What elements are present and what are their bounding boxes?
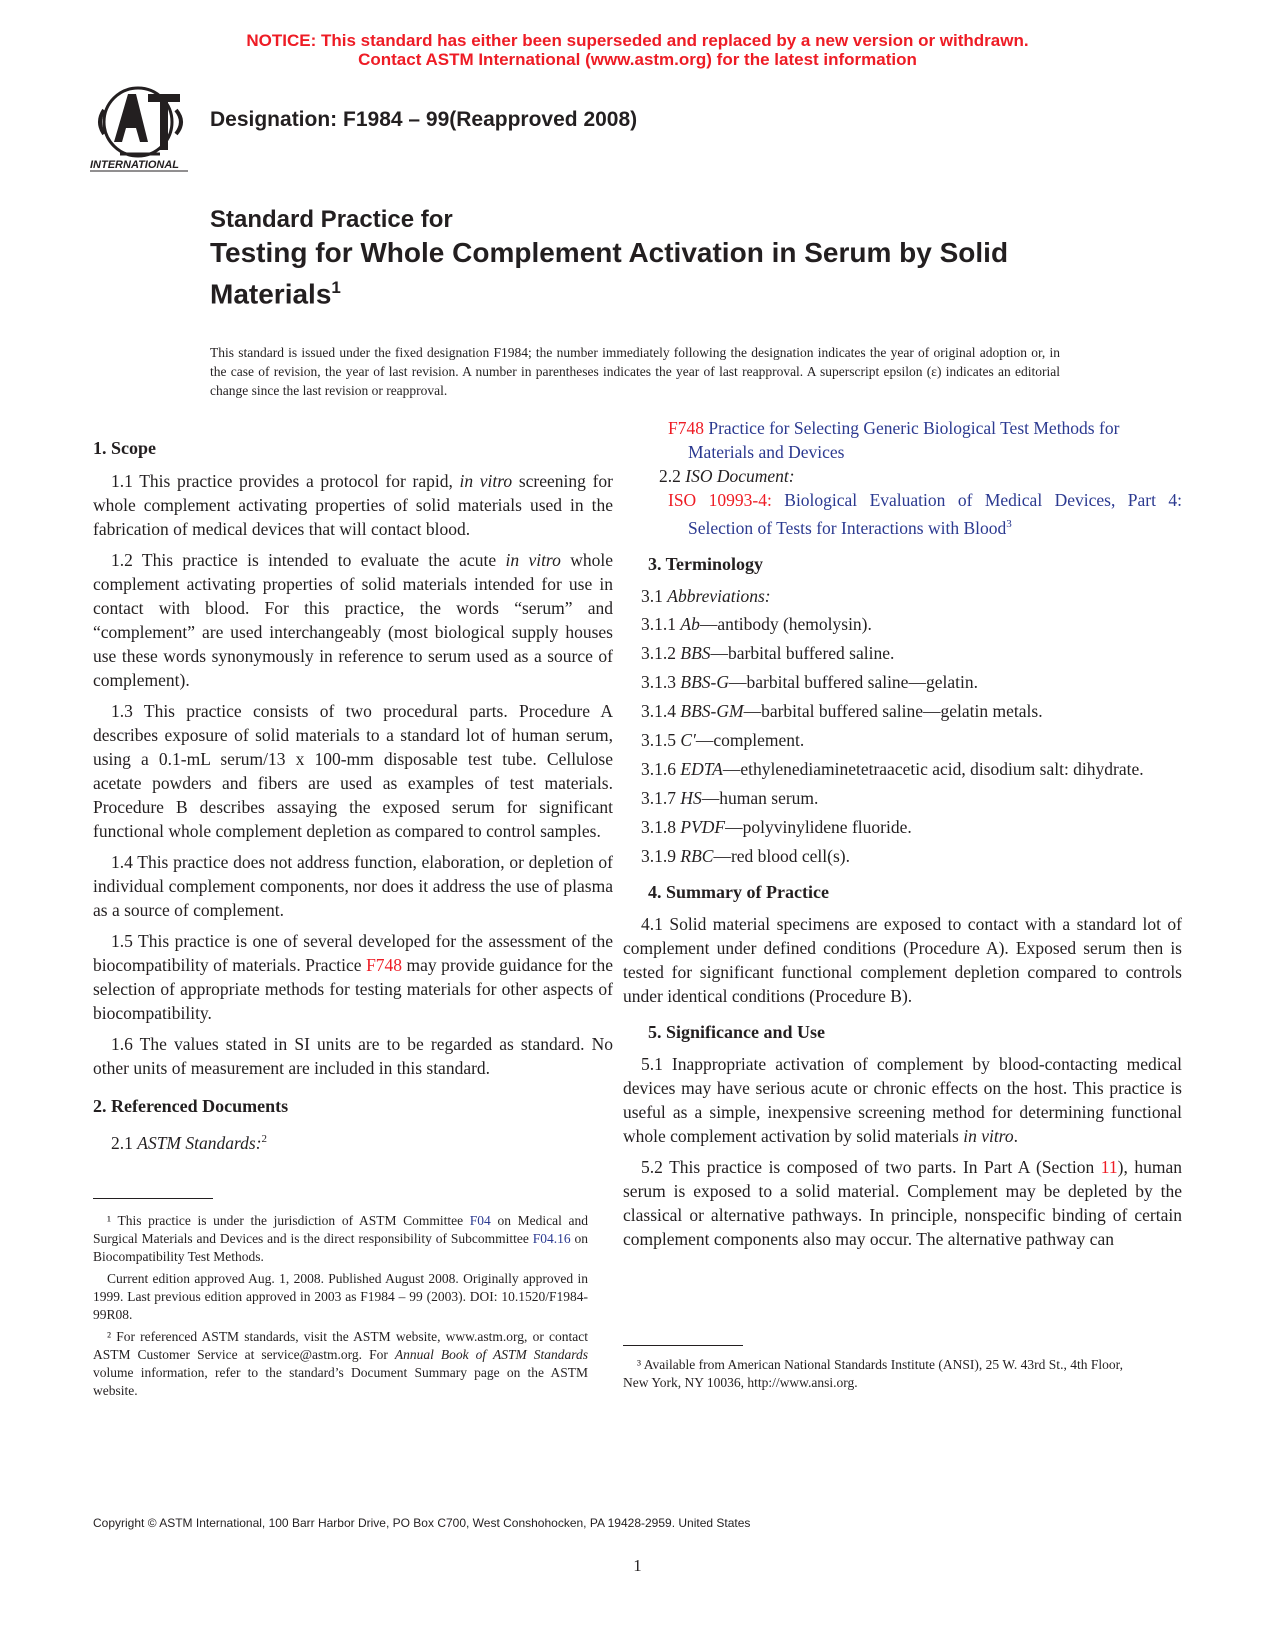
link-f04-16[interactable]: F04.16	[532, 1231, 571, 1246]
footnotes-left	[93, 1212, 588, 1404]
link-f04[interactable]: F04	[469, 1213, 491, 1228]
section-heading-terminology: 3. Terminology	[648, 553, 764, 574]
para-4-1: 4.1 Solid material specimens are exposed to contact with a standard lot of complement under defined conditions (Procedure A). Exposed serum then is tested for significant functional complement depletion compared to controls under identical conditions (Procedure B).	[623, 913, 1182, 1006]
para-1-1: 1.1 This practice provides a protocol for rapid, in vitro screening for whole complement activating properties of solid materials used in the fabrication of medical devices that will contact blood.	[93, 471, 613, 539]
left-column	[93, 436, 613, 1160]
term-item: 3.1.4 BBS-GM—barbital buffered saline—gelatin metals.	[641, 700, 1043, 721]
designation: Designation: F1984 – 99(Reapproved 2008)	[210, 108, 638, 131]
footnote-3: ³ Available from American National Standards Institute (ANSI), 25 W. 43rd St., 4th Floor, New York, NY 10036, http://www.ansi.org.	[623, 1357, 1123, 1390]
para-1-6: 1.6 The values stated in SI units are to be regarded as standard. No other units of measurement are included in this standard.	[93, 1034, 613, 1078]
astm-logo-icon	[90, 80, 198, 180]
term-item: 3.1.7 HS—human serum.	[641, 787, 819, 808]
title-main	[210, 235, 1110, 311]
term-item: 3.1.1 Ab—antibody (hemolysin).	[641, 613, 872, 634]
notice-line-1: NOTICE: This standard has either been superseded and replaced by a new version or withdrawn.	[246, 31, 1029, 50]
para-1-5: 1.5 This practice is one of several developed for the assessment of the biocompatibility of materials. Practice F748 may provide guidance for the selection of appropriate methods for testing materials for other aspects of biocompatibility.	[93, 931, 613, 1023]
footnote-1-edition: Current edition approved Aug. 1, 2008. Published August 2008. Originally approved in 1999. Last previous edition approved in 2003 as F1984 – 99 (2003). DOI: 10.1520/F1984-99R08.	[93, 1271, 588, 1322]
footnote-1: ¹ This practice is under the jurisdiction of ASTM Committee F04 on Medical and Surgical Materials and Devices and is the direct responsibility of Subcommittee F04.16 on Biocompatibility Test Methods.	[93, 1213, 589, 1264]
para-2-1: 2.1 ASTM Standards:$^2$	[111, 1132, 268, 1153]
para-1-3: 1.3 This practice consists of two procedural parts. Procedure A describes exposure of solid materials to a standard lot of human serum, using a 0.1-mL serum/13 x 100-mm disposable test tube. Cellulose acetate powders and fibers are used as examples of test materials. Procedure B describes assaying the exposed serum for significant functional whole complement depletion as compared to control samples.	[93, 701, 613, 841]
para-5-2: 5.2 This practice is composed of two parts. In Part A (Section 11), human serum is exposed to a solid material. Complement may be depleted by the classical or alternative pathways. In principle, nonspecific binding of certain complement components also may occur. The alternative pathway can	[623, 1156, 1182, 1249]
footnote-2: ² For referenced ASTM standards, visit the ASTM website, www.astm.org, or contact ASTM Customer Service at service@astm.org. For Annual Book of ASTM Standards volume information, refer to the standard’s Document Summary page on the ASTM website.	[93, 1329, 589, 1398]
section-heading-refdocs: 2. Referenced Documents	[93, 1096, 289, 1116]
ref-f748[interactable]: F748 Practice for Selecting Generic Biological Test Methods for Materials and Devices	[668, 418, 1120, 462]
notice-banner	[0, 31, 1275, 69]
para-3-1: 3.1 Abbreviations:	[641, 585, 771, 606]
term-item: 3.1.3 BBS-G—barbital buffered saline—gelatin.	[641, 671, 978, 692]
page-title	[210, 205, 1110, 311]
ref-iso[interactable]: ISO 10993-4: Biological Evaluation of Medical Devices, Part 4: Selection of Tests for Interactions with Blood$^3$	[668, 490, 1183, 538]
term-item: 3.1.8 PVDF—polyvinylidene fluoride.	[641, 816, 912, 837]
term-item: 3.1.9 RBC—red blood cell(s).	[641, 845, 850, 866]
notice-line-2: Contact ASTM International (www.astm.org) for the latest information	[358, 50, 917, 69]
footnote-divider-left	[93, 1198, 213, 1199]
section-heading-scope: 1. Scope	[93, 438, 156, 458]
footnotes-right	[623, 1356, 1123, 1396]
logo-text: INTERNATIONAL	[90, 159, 180, 171]
para-5-1: 5.1 Inappropriate activation of complement by blood-contacting medical devices may have serious acute or chronic effects on the host. This practice is useful as a simple, inexpensive screening method for determining functional whole complement activation by solid materials in vitro.	[623, 1053, 1182, 1146]
link-section-11[interactable]: 11	[1100, 1156, 1118, 1177]
right-column	[623, 416, 1183, 1258]
para-1-4: 1.4 This practice does not address function, elaboration, or depletion of individual complement components, nor does it address the use of plasma as a source of complement.	[93, 852, 613, 920]
footnote-divider-right	[623, 1345, 743, 1346]
link-f748[interactable]: F748	[366, 955, 403, 975]
section-heading-significance: 5. Significance and Use	[648, 1021, 826, 1042]
term-item: 3.1.5 C′—complement.	[641, 729, 805, 750]
term-item: 3.1.2 BBS—barbital buffered saline.	[641, 642, 895, 663]
page-number: 1	[633, 1556, 642, 1575]
term-item: 3.1.6 EDTA—ethylenediaminetetraacetic acid, disodium salt: dihydrate.	[641, 758, 1144, 779]
section-heading-summary: 4. Summary of Practice	[648, 881, 829, 902]
para-2-2: 2.2 ISO Document:	[659, 466, 795, 486]
issued-statement: This standard is issued under the fixed designation F1984; the number immediately following the designation indicates the year of original adoption or, in the case of revision, the year of last revision. A number in parentheses indicates the year of last reapproval. A superscript epsilon (ε) indicates an editorial change since the last revision or reapproval.	[210, 345, 1060, 398]
terminology-list	[641, 612, 1182, 868]
copyright: Copyright © ASTM International, 100 Barr Harbor Drive, PO Box C700, West Conshohocken, PA 19428-2959. United States	[93, 1516, 751, 1530]
title-pre: Standard Practice for	[210, 206, 453, 233]
title-main-text: Testing for Whole Complement Activation in Serum by Solid Materials	[210, 237, 1009, 310]
para-1-2: 1.2 This practice is intended to evaluate the acute in vitro whole complement activating properties of solid materials intended for use in contact with blood. For this practice, the words “serum” and “complement” are used interchangeably (most biological supply houses use these words synonymously in reference to serum used as a source of complement).	[93, 550, 614, 690]
title-footnote-ref: 1	[331, 278, 341, 297]
